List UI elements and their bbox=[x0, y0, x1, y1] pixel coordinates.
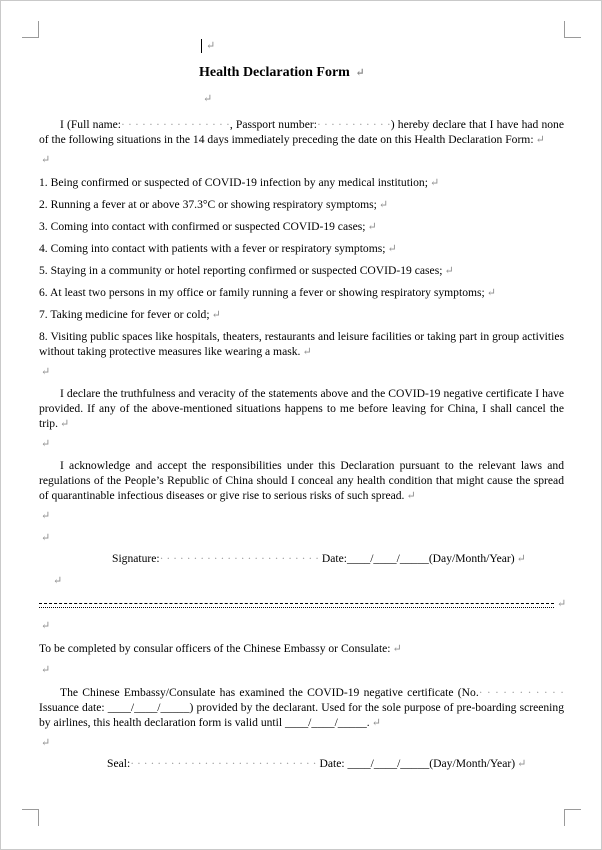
passport-blank[interactable]: · · · · · · · · · · · bbox=[316, 118, 391, 131]
paragraph-mark: ↵ bbox=[378, 199, 389, 211]
list-item[interactable] bbox=[39, 175, 564, 191]
page-corner-mark bbox=[564, 809, 581, 826]
consular-paragraph[interactable] bbox=[39, 685, 564, 731]
list-item[interactable] bbox=[39, 329, 564, 360]
paragraph-mark: ↵ bbox=[535, 134, 545, 146]
title-text: Health Declaration Form bbox=[199, 65, 350, 80]
certificate-number-blank[interactable]: · · · · · · · · · · · bbox=[478, 686, 564, 699]
cut-line bbox=[39, 603, 554, 604]
seal-row[interactable] bbox=[107, 757, 526, 770]
paragraph-mark: ↵ bbox=[41, 438, 51, 450]
paragraph-mark: ↵ bbox=[392, 643, 402, 655]
intro-text-3: ) hereby declare that I have had none of the following situations in the 14 days immediately preceding the date on this Health Declaration Form: bbox=[39, 118, 565, 146]
list-item-text: 6. At least two persons in my office or family running a fever or showing respiratory symptoms; bbox=[39, 286, 485, 299]
list-item-text: 3. Coming into contact with confirmed or suspected COVID-19 cases; bbox=[39, 220, 366, 233]
paragraph-mark: ↵ bbox=[444, 265, 454, 277]
intro-paragraph[interactable]: I (Full name:· · · · · · · · · · · · · · · ·, Passport number:· · · · · · · · · · ·) hereby declare that I have had none of the following situations in the 14 days immediately preceding the date on this Health Declaration Form: ↵ bbox=[39, 118, 565, 146]
consular-text-2: Issuance date: ____/____/_____) provided by the declarant. Used for the sole purpose of pre-boarding screening by airlines, this health declaration form is valid until ____/____/_____. bbox=[39, 701, 564, 729]
acknowledgement-text: I acknowledge and accept the responsibilities under this Declaration pursuant to the relevant laws and regulations of the People’s Republic of China should I conceal any health condition that might cause the spread of quarantinable infectious diseases or give rise to serious risks of such spread. bbox=[39, 459, 564, 502]
page-corner-mark bbox=[22, 21, 39, 38]
list-item-text: 1. Being confirmed or suspected of COVID-19 infection by any medical institution; bbox=[39, 176, 428, 189]
date-blank[interactable]: ____/____/_____ bbox=[347, 757, 430, 770]
consular-text-1: The Chinese Embassy/Consulate has examined the COVID-19 negative certificate (No. bbox=[60, 686, 479, 699]
paragraph-mark: ↵ bbox=[371, 717, 381, 729]
paragraph-mark: ↵ bbox=[41, 664, 51, 676]
list-item-text: 8. Visiting public spaces like hospitals, theaters, restaurants and leisure facilities or taking part in group activities without taking protective measures like wearing a mask. bbox=[39, 330, 564, 358]
date-label: Date: bbox=[321, 552, 347, 565]
paragraph-mark: ↵ bbox=[429, 177, 440, 189]
paragraph-mark: ↵ bbox=[557, 598, 567, 610]
paragraph-mark: ↵ bbox=[406, 490, 416, 502]
date-blank[interactable]: ____/____/_____ bbox=[347, 552, 429, 565]
list-item[interactable] bbox=[39, 241, 564, 257]
list-item[interactable] bbox=[39, 197, 564, 213]
date-label: Date: bbox=[319, 757, 345, 770]
date-format: (Day/Month/Year) bbox=[428, 552, 515, 565]
paragraph-mark: ↵ bbox=[53, 575, 63, 587]
paragraph-mark: ↵ bbox=[41, 620, 51, 632]
cut-line bbox=[39, 607, 554, 608]
paragraph-mark: ↵ bbox=[203, 93, 213, 105]
list-item-text: 4. Coming into contact with patients with a fever or respiratory symptoms; bbox=[39, 242, 386, 255]
page-corner-mark bbox=[564, 21, 581, 38]
consular-heading[interactable] bbox=[39, 641, 564, 657]
paragraph-mark: ↵ bbox=[60, 418, 70, 430]
signature-blank[interactable]: · · · · · · · · · · · · · · · · · · · · · · · · bbox=[159, 552, 319, 565]
paragraph-mark: ↵ bbox=[302, 346, 312, 358]
intro-text-1: I (Full name: bbox=[60, 118, 122, 131]
paragraph-mark: ↵ bbox=[41, 154, 51, 166]
list-item-text: 5. Staying in a community or hotel reporting confirmed or suspected COVID-19 cases; bbox=[39, 264, 443, 277]
paragraph-mark: ↵ bbox=[41, 737, 51, 749]
signature-row[interactable] bbox=[112, 552, 526, 565]
declaration-text: I declare the truthfulness and veracity of the statements above and the COVID-19 negative certificate I have provided. If any of the above-mentioned situations happens to me before leaving for China, I shall cancel the trip. bbox=[39, 387, 564, 430]
list-item-text: 2. Running a fever at or above 37.3°C or showing respiratory symptoms; bbox=[39, 198, 377, 211]
acknowledgement-paragraph[interactable] bbox=[39, 458, 564, 504]
intro-text-2: Passport number: bbox=[235, 118, 317, 131]
paragraph-mark: ↵ bbox=[355, 67, 365, 79]
document-title[interactable] bbox=[199, 65, 365, 81]
page-corner-mark bbox=[22, 809, 39, 826]
paragraph-mark: ↵ bbox=[367, 221, 377, 233]
text-cursor bbox=[201, 39, 202, 53]
seal-blank[interactable]: · · · · · · · · · · · · · · · · · · · · · · · · · · · · bbox=[130, 757, 317, 770]
list-item[interactable] bbox=[39, 307, 564, 323]
paragraph-mark: ↵ bbox=[41, 510, 51, 522]
paragraph-mark: ↵ bbox=[41, 532, 51, 544]
paragraph-mark: ↵ bbox=[206, 40, 216, 52]
date-format: (Day/Month/Year) bbox=[429, 757, 516, 770]
paragraph-mark: ↵ bbox=[517, 758, 527, 770]
list-item[interactable] bbox=[39, 219, 564, 235]
paragraph-mark: ↵ bbox=[211, 309, 221, 321]
paragraph-mark: ↵ bbox=[41, 366, 51, 378]
signature-label: Signature: bbox=[112, 552, 160, 565]
name-blank[interactable]: · · · · · · · · · · · · · · · · bbox=[121, 118, 230, 131]
list-item-text: 7. Taking medicine for fever or cold; bbox=[39, 308, 210, 321]
paragraph-mark: ↵ bbox=[387, 243, 397, 255]
paragraph-mark: ↵ bbox=[486, 287, 496, 299]
list-item[interactable] bbox=[39, 263, 564, 279]
paragraph-mark: ↵ bbox=[516, 553, 526, 565]
list-item[interactable] bbox=[39, 285, 564, 301]
declaration-paragraph[interactable] bbox=[39, 386, 564, 432]
seal-label: Seal: bbox=[107, 757, 131, 770]
consular-heading-text: To be completed by consular officers of the Chinese Embassy or Consulate: bbox=[39, 642, 391, 655]
